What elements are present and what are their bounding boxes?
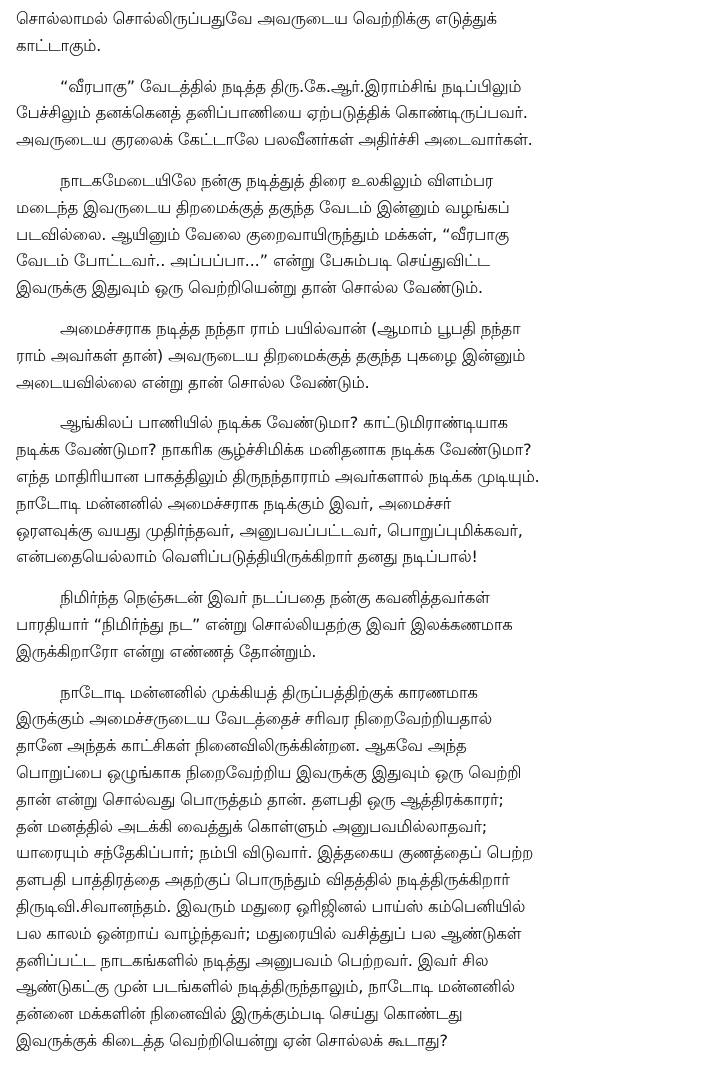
text-line: பல காலம் ஒன்றாய் வாழ்ந்தவர்; மதுரையில் வசித்துப் பல ஆண்டுகள் xyxy=(16,923,522,943)
text-line: இவருக்கு இதுவும் ஒரு வெற்றியென்று தான் சொல்ல வேண்டும். xyxy=(16,278,483,298)
text-line: தளபதி பாத்திரத்தை அதற்குப் பொருந்தும் விதத்தில் நடித்திருக்கிறார் xyxy=(16,870,510,890)
text-line: அவருடைய குரலைக் கேட்டாலே பலவீனர்கள் அதிர்ச்சி அடைவார்கள். xyxy=(16,130,533,150)
paragraph-2 xyxy=(16,74,689,154)
text-line: பொறுப்பை ஒழுங்காக நிறைவேற்றிய இவருக்கு இதுவும் ஒரு வெற்றி xyxy=(16,762,522,782)
text-line: சொல்லாமல் சொல்லிருப்பதுவே அவருடைய வெற்றிக்கு எடுத்துக் xyxy=(16,9,497,28)
text-line: பேச்சிலும் தனக்கெனத் தனிப்பாணியை ஏற்படுத்திக் கொண்டிருப்பவர். xyxy=(16,103,528,123)
text-line: ராம் அவர்கள் தான்) அவருடைய திறமைக்குத் தகுந்த புகழை இன்னும் xyxy=(16,345,526,365)
text-line: நாடோடி மன்னனில் முக்கியத் திருப்பத்திற்குக் காரணமாக xyxy=(60,682,478,702)
paragraph-4 xyxy=(16,316,689,396)
text-line: பாரதியார் “நிமிர்ந்து நட” என்று சொல்லியதற்கு இவர் இலக்கணமாக xyxy=(16,614,513,634)
text-line: மடைந்த இவருடைய திறமைக்குத் தகுந்த வேடம் இன்னும் வழங்கப் xyxy=(16,197,510,217)
text-line: நாடகமேடையிலே நன்கு நடித்துத் திரை உலகிலும் விளம்பர xyxy=(60,170,494,190)
text-line: தான் என்று சொல்வது பொருத்தம் தான். தளபதி ஒரு ஆத்திரக்காரர்; xyxy=(16,789,504,809)
text-line: யாரையும் சந்தேகிப்பார்; நம்பி விடுவார். இத்தகைய குணத்தைப் பெற்ற xyxy=(16,843,534,863)
text-line: தனிப்பட்ட நாடகங்களில் நடித்து அனுபவம் பெற்றவர். இவர் சில xyxy=(16,950,489,970)
paragraph-5 xyxy=(16,410,689,571)
text-line: திருடிவி.சிவானந்தம். இவரும் மதுரை ஒரிஜினல் பாய்ஸ் கம்பெனியில் xyxy=(16,896,526,916)
text-line: படவில்லை. ஆயினும் வேலை குறைவாயிருந்தும் மக்கள், “வீரபாகு xyxy=(16,224,509,244)
text-line: வேடம் போட்டவர்.. அப்பப்பா...” என்று பேசும்படி செய்துவிட்ட xyxy=(16,251,490,271)
text-line: நாடோடி மன்னனில் அமைச்சராக நடிக்கும் இவர், அமைச்சர் xyxy=(16,493,452,513)
text-line: தன்னை மக்களின் நினைவில் இருக்கும்படி செய்து கொண்டது xyxy=(16,1004,463,1024)
paragraph-3 xyxy=(16,168,689,302)
text-line: ஆண்டுகட்கு முன் படங்களில் நடித்திருந்தாலும், நாடோடி மன்னனில் xyxy=(16,977,515,997)
text-line: “வீரபாகு” வேடத்தில் நடித்த திரு.கே.ஆர்.இராம்சிங் நடிப்பிலும் xyxy=(60,76,522,96)
text-line: எந்த மாதிரியான பாகத்திலும் திருநந்தாராம் அவர்களால் நடிக்க முடியும். xyxy=(16,466,540,486)
text-line: அமைச்சராக நடித்த நந்தா ராம் பயில்வான் (ஆமாம் பூபதி நந்தா xyxy=(60,318,521,338)
paragraph-6 xyxy=(16,585,689,665)
text-line: காட்டாகும். xyxy=(16,35,102,55)
text-line: நடிக்க வேண்டுமா? நாகரிக சூழ்ச்சிமிக்க மனிதனாக நடிக்க வேண்டுமா? xyxy=(16,440,532,460)
text-line: நிமிர்ந்த நெஞ்சுடன் இவர் நடப்பதை நன்கு கவனித்தவர்கள் xyxy=(60,588,490,608)
paragraph-7 xyxy=(16,680,689,1055)
text-line: என்பதையெல்லாம் வெளிப்படுத்தியிருக்கிறார் தனது நடிப்பால்! xyxy=(16,547,478,567)
text-line: தன் மனத்தில் அடக்கி வைத்துக் கொள்ளும் அனுபவமில்லாதவர்; xyxy=(16,816,488,836)
text-line: இருக்கிறாரோ என்று எண்ணத் தோன்றும். xyxy=(16,641,317,661)
text-line: இவருக்குக் கிடைத்த வெற்றியென்று ஏன் சொல்லக் கூடாது? xyxy=(16,1030,448,1050)
text-line: தானே அந்தக் காட்சிகள் நினைவிலிருக்கின்றன. ஆகவே அந்த xyxy=(16,736,467,756)
text-line: இருக்கும் அமைச்சருடைய வேடத்தைச் சரிவர நிறைவேற்றியதால் xyxy=(16,709,492,729)
text-line: அடையவில்லை என்று தான் சொல்ல வேண்டும். xyxy=(16,372,370,392)
text-line: ஒரளவுக்கு வயது முதிர்ந்தவர், அனுபவப்பட்டவர், பொறுப்புமிக்கவர், xyxy=(16,520,523,540)
text-line: ஆங்கிலப் பாணியில் நடிக்க வேண்டுமா? காட்டுமிராண்டியாக xyxy=(60,413,508,433)
paragraph-1 xyxy=(16,6,689,60)
